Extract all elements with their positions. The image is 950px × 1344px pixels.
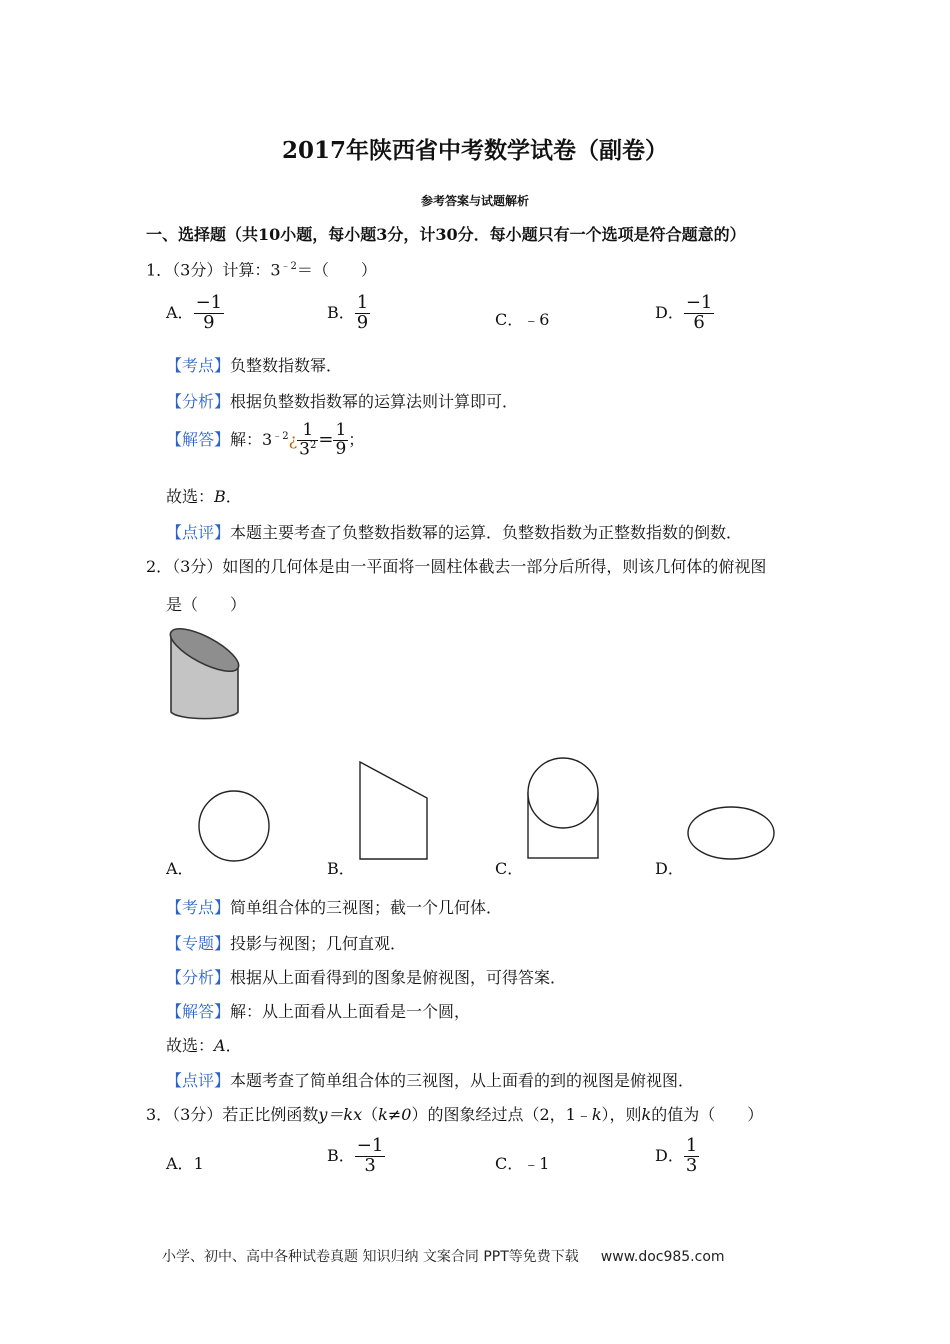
q1-fenxi: 【分析】根据负整数指数幂的运算法则计算即可． — [166, 392, 519, 411]
q1-stem: 1．（3分）计算：$3^{﹣2}=$（ ） — [146, 260, 377, 280]
q3-stem: 3．（3分）若正比例函数y＝kx（k≠0）的图象经过点（2，1﹣k），则k的值为（ ） — [146, 1105, 764, 1124]
section-heading: 一、选择题（共10小题，每小题3分，计30分．每小题只有一个选项是符合题意的） — [146, 225, 746, 244]
q2-fenxi: 【分析】根据从上面看得到的图象是俯视图，可得答案． — [166, 968, 567, 987]
q1-jieda: 【解答】解：$3^{﹣2}¿$ $\frac{1}{3^2}$ = $\frac{1}{9}$ ； — [166, 420, 365, 460]
q2-solid-figure — [165, 620, 245, 725]
q2-option-b-figure — [358, 760, 430, 862]
q1-option-d: D． $\frac{-1}{6}$ — [655, 292, 713, 333]
q2-option-c: C． — [495, 859, 524, 878]
page-subtitle: 参考答案与试题解析 — [420, 194, 529, 208]
q2-stem-line1: 2．（3分）如图的几何体是由一平面将一圆柱体截去一部分后所得，则该几何体的俯视图 — [146, 557, 767, 576]
q2-stem-line2: 是（ ） — [166, 595, 247, 614]
q3-option-d: D． $\frac{1}{3}$ — [655, 1135, 698, 1176]
q2-option-a: A． — [166, 859, 194, 878]
q2-guxuan: 故选：A． — [166, 1036, 242, 1055]
q3-option-c: C．﹣1 — [495, 1154, 550, 1173]
q1-option-a: A． $\frac{-1}{9}$ — [166, 292, 223, 333]
page-title: 2017年陕西省中考数学试卷（副卷） — [281, 137, 668, 164]
q2-kaodian: 【考点】简单组合体的三视图；截一个几何体． — [166, 898, 503, 917]
q1-dianping: 【点评】本题主要考查了负整数指数幂的运算．负整数指数为正整数指数的倒数． — [166, 523, 743, 542]
q3-option-a: A．1 — [166, 1154, 204, 1173]
q1-guxuan: 故选：B． — [166, 487, 242, 506]
q2-zhuanti: 【专题】投影与视图；几何直观． — [166, 934, 407, 953]
q2-jieda: 【解答】解：从上面看从上面看是一个圆， — [166, 1002, 471, 1021]
q1-option-c: C．﹣6 — [495, 310, 550, 329]
page-footer — [162, 1246, 725, 1266]
q2-option-a-figure — [196, 788, 272, 864]
q2-dianping: 【点评】本题考查了简单组合体的三视图，从上面看的到的视图是俯视图． — [166, 1071, 695, 1090]
q1-kaodian: 【考点】负整数指数幂． — [166, 356, 343, 375]
q3-option-b: B． $\frac{-1}{3}$ — [327, 1135, 384, 1176]
q2-option-d: D． — [655, 859, 684, 878]
q2-option-d-figure — [686, 805, 776, 861]
q2-option-b: B． — [327, 859, 355, 878]
footer-text: 小学、初中、高中各种试卷真题 知识归纳 文案合同 PPT等免费下载 — [162, 1249, 579, 1265]
q1-option-b: B． $\frac{1}{9}$ — [327, 292, 369, 333]
footer-site-link[interactable]: www.doc985.com — [600, 1249, 725, 1265]
q2-option-c-figure — [525, 757, 601, 861]
